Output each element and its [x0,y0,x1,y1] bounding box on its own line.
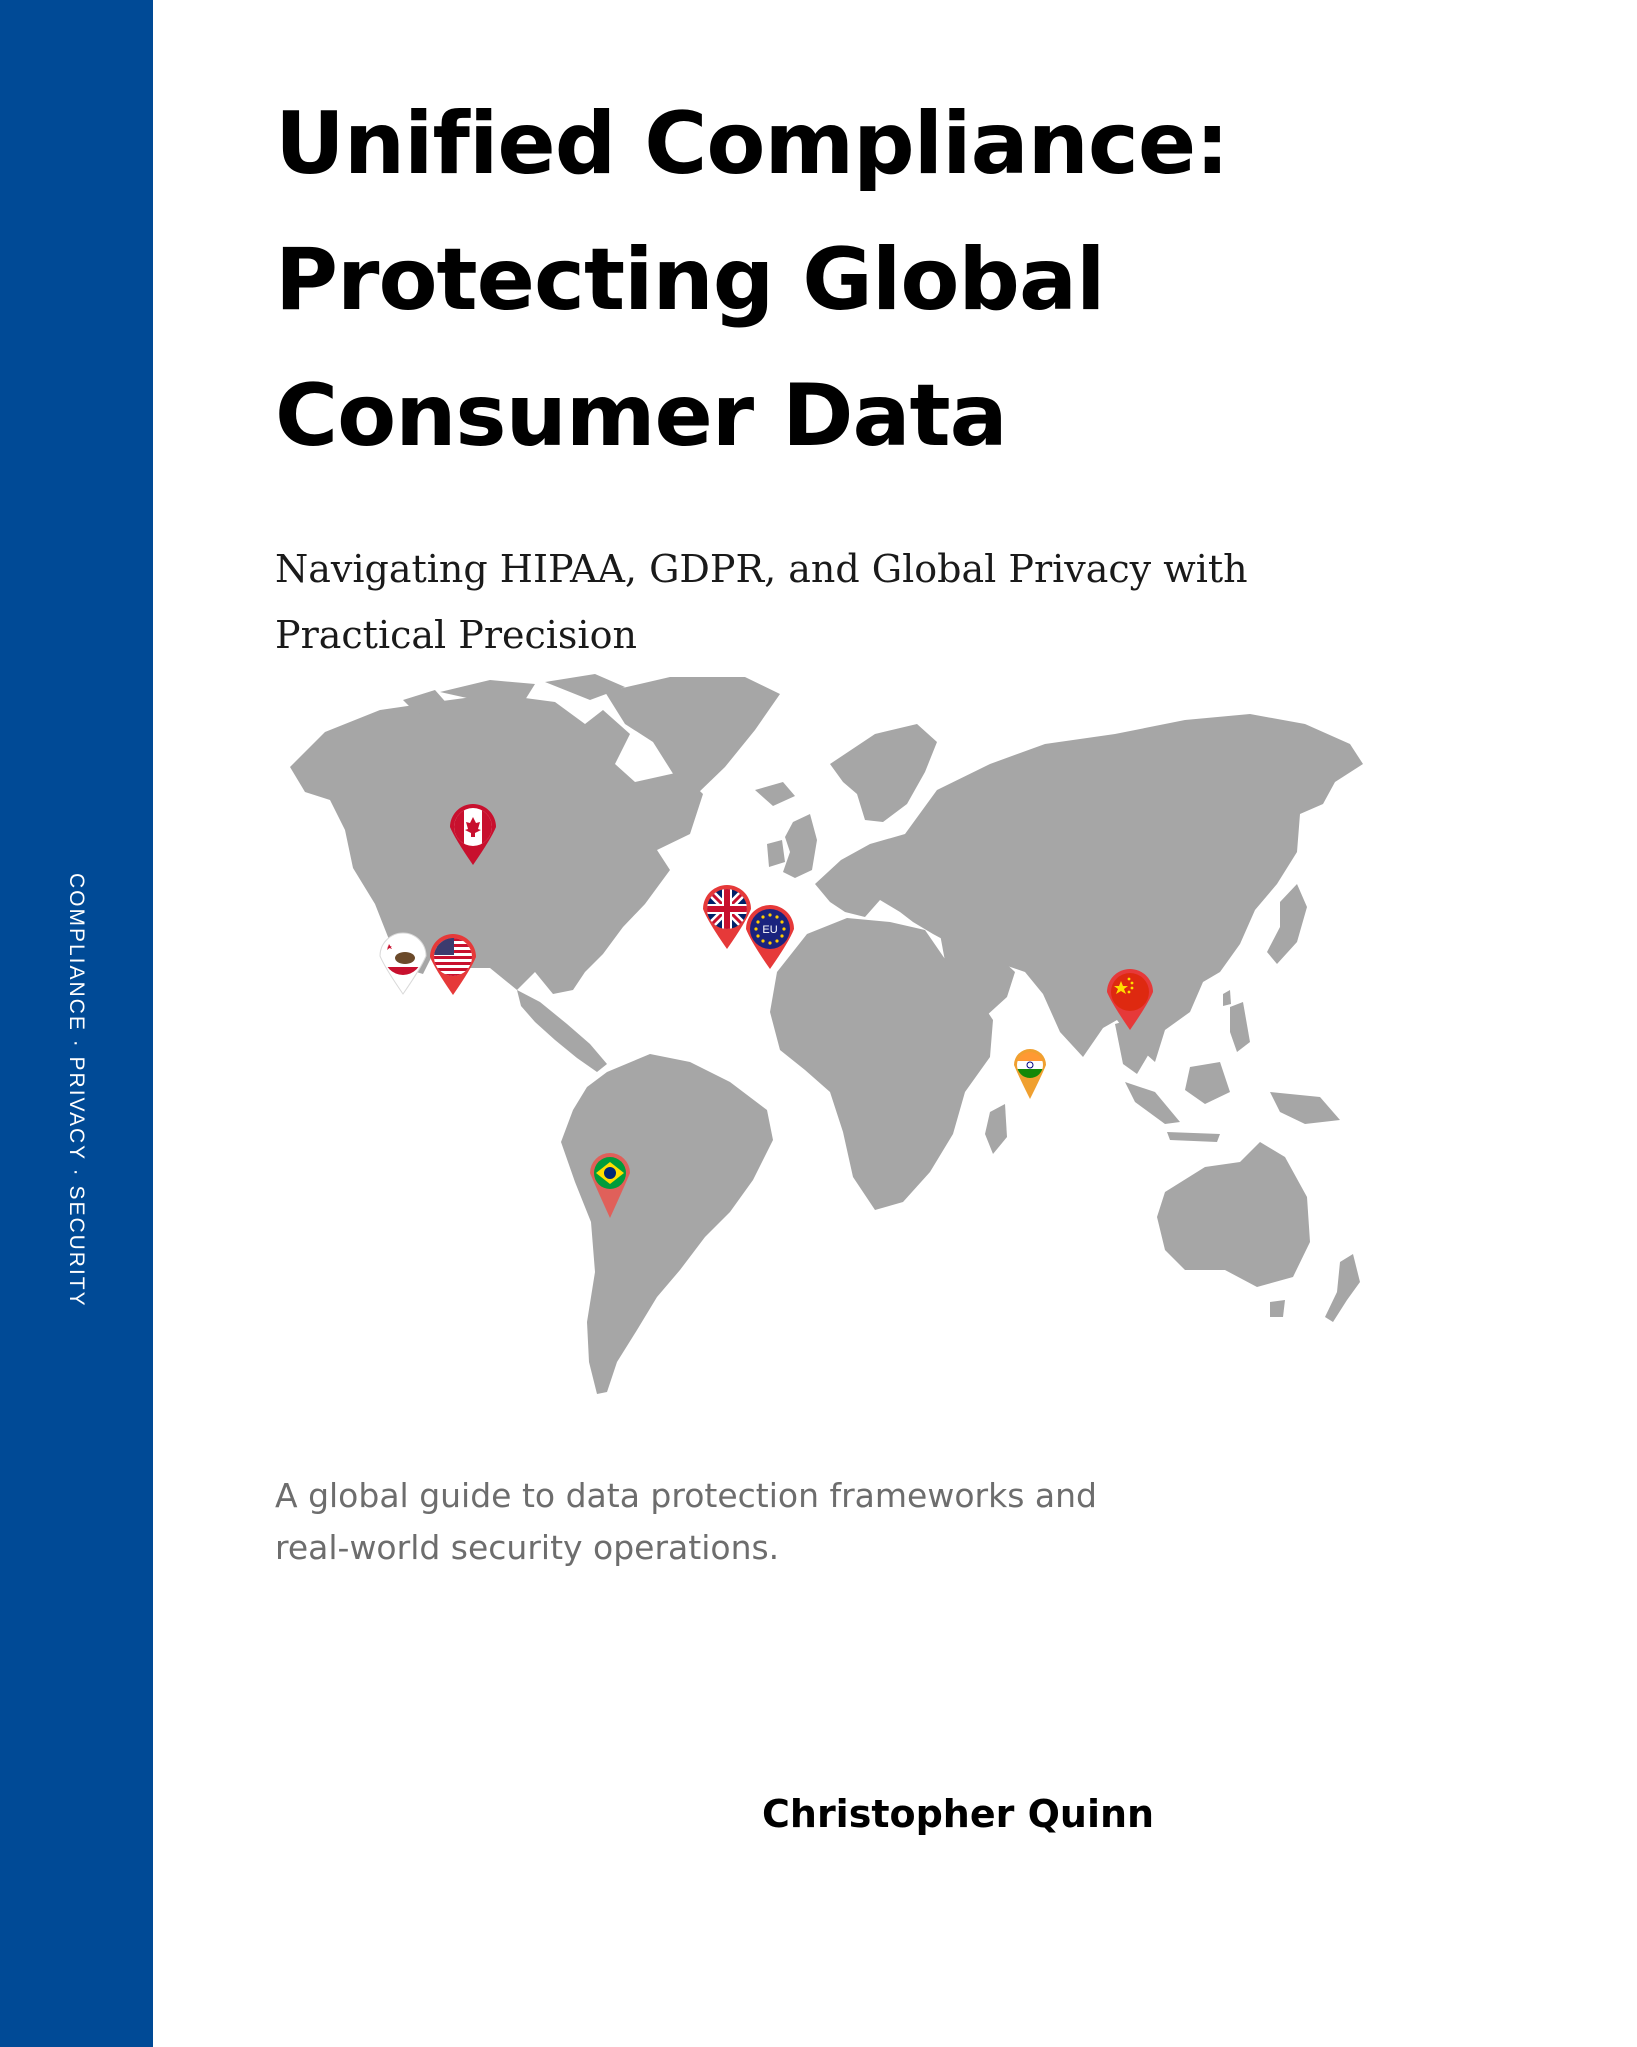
sumatra [1125,1082,1180,1124]
new-guinea [1270,1092,1340,1124]
uk-flag-icon [707,889,747,929]
ireland [767,840,785,867]
japan [1267,884,1307,964]
java [1167,1132,1220,1142]
great-britain [783,814,817,878]
uk-pin [703,885,751,949]
canada-flag-icon [454,808,492,846]
california-flag-icon [384,937,422,975]
taiwan [1223,990,1231,1006]
land-masses [290,674,1363,1394]
title-line-1: Unified Compliance: [275,94,1229,194]
brazil-flag-icon [594,1157,626,1189]
title-line-3: Consumer Data [275,366,1007,466]
us-pin [430,934,476,995]
world-map [285,672,1365,1417]
spine-text: COMPLIANCE · PRIVACY · SECURITY [65,873,88,1308]
california-pin [380,933,426,994]
china-flag-icon [1111,973,1149,1011]
borneo [1185,1062,1230,1104]
author-name: Christopher Quinn [762,1792,1155,1836]
australia [1157,1142,1310,1287]
north-america [290,694,703,994]
greenland [605,677,780,794]
eu-pin [746,905,794,969]
new-zealand [1325,1254,1360,1322]
scandinavia [830,724,937,822]
subtitle-line-2: Practical Precision [275,613,637,657]
madagascar [985,1104,1007,1154]
book-tagline [275,1470,1275,1574]
spine-bar [0,0,153,2047]
title-line-2: Protecting Global [275,230,1105,330]
book-title [275,76,1555,484]
central-america [517,990,607,1072]
tagline-line-2: real-world security operations. [275,1528,780,1567]
iceland [755,782,795,806]
philippines [1230,1002,1250,1052]
subtitle-line-1: Navigating HIPAA, GDPR, and Global Privacy with [275,547,1248,591]
eu-pin-label: EU [762,924,778,936]
tasmania [1270,1300,1285,1317]
india-flag-icon [1017,1052,1043,1078]
south-america [561,1054,773,1394]
book-subtitle [275,536,1375,668]
india-pin [1014,1049,1046,1099]
tagline-line-1: A global guide to data protection frameworks and [275,1476,1097,1515]
